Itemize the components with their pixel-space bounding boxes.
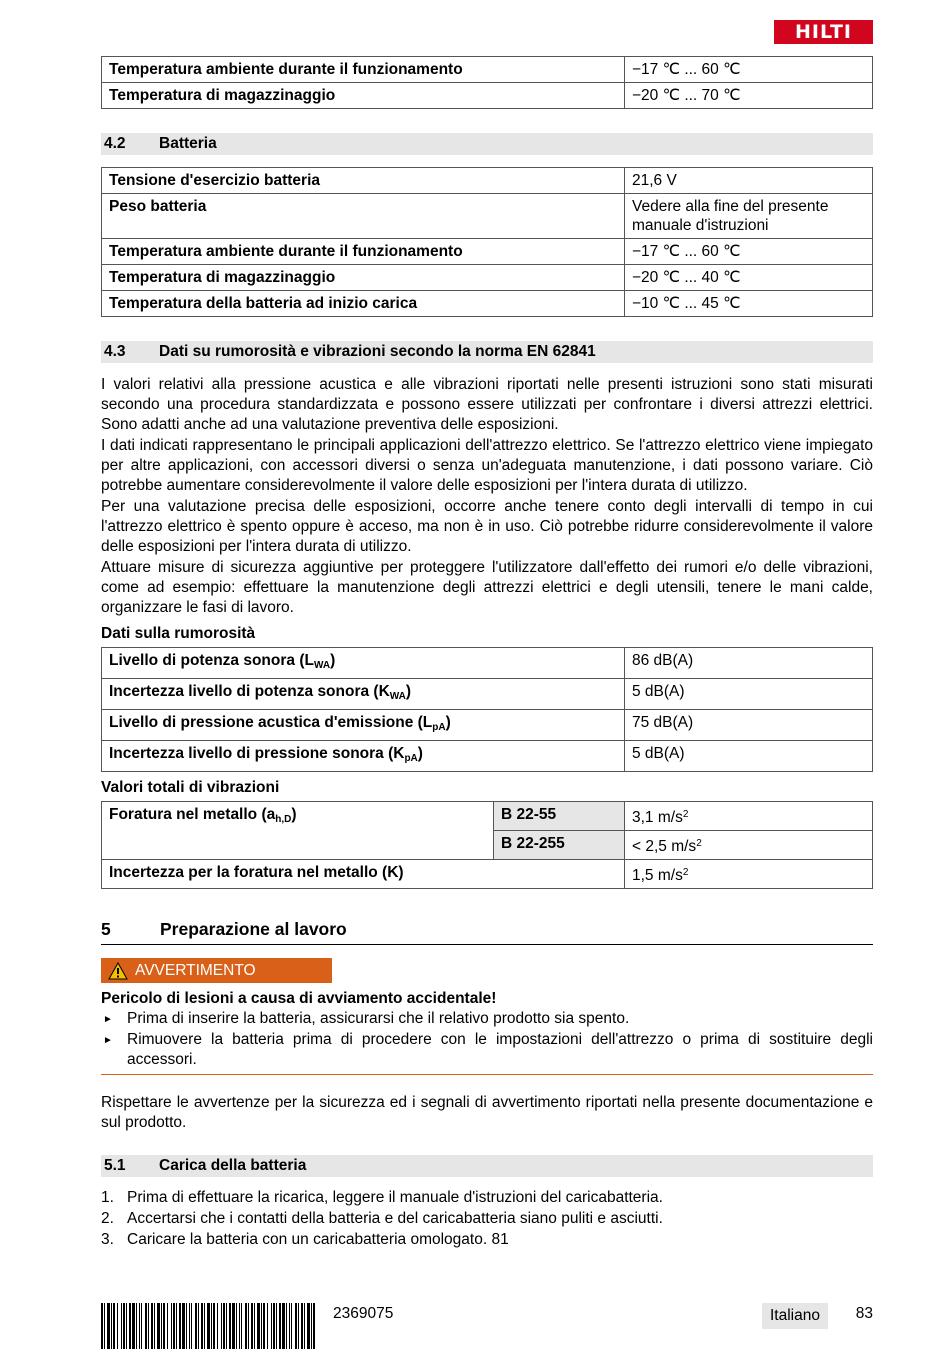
table-row — [102, 194, 873, 239]
list-item — [101, 1229, 873, 1250]
page-number: 83 — [855, 1305, 873, 1322]
barcode-bar — [207, 1303, 210, 1349]
barcode-bar — [211, 1303, 212, 1349]
label-subscript: pA — [404, 753, 418, 764]
barcode-bar — [154, 1303, 155, 1349]
safety-note: Rispettare le avvertenze per la sicurezza ed i segnali di avvertimento riportati nella presente documentazione e sul prodotto. — [101, 1094, 873, 1131]
table-row — [102, 83, 873, 109]
barcode-bar — [121, 1303, 122, 1349]
label-tail: ) — [291, 806, 297, 823]
label-subscript: WA — [389, 691, 406, 702]
spec-value — [625, 860, 873, 889]
barcode-bar — [311, 1303, 312, 1349]
table-row — [102, 741, 873, 772]
list-item — [101, 1208, 873, 1229]
value-superscript: 2 — [682, 867, 689, 878]
spec-value: 86 dB(A) — [625, 648, 873, 679]
barcode-bar — [289, 1303, 290, 1349]
barcode-bar — [282, 1303, 285, 1349]
spec-key: Temperatura di magazzinaggio — [102, 83, 625, 109]
value-text: 3,1 m/s — [632, 809, 683, 826]
chapter-number: 5 — [101, 919, 111, 939]
barcode-bar — [176, 1303, 177, 1349]
spec-value: −20 ℃ ... 40 ℃ — [625, 265, 873, 291]
step-text: Caricare la batteria con un caricabatteria omologato. 81 — [127, 1231, 509, 1248]
vibration-table — [101, 801, 873, 889]
label-subscript: pA — [432, 722, 446, 733]
paragraph: Per una valutazione precisa delle esposizioni, occorre anche tenere conto degli intervalli di tempo in cui l'attrezzo elettrico è spento oppure è acceso, ma non è in uso. Ciò potrebbe ridurre considerevolmente il valore delle esposizioni per l'intera durata di utilizzo. — [101, 498, 873, 555]
barcode-bar — [254, 1303, 255, 1349]
barcode-bar — [182, 1303, 185, 1349]
step-text: Prima di effettuare la ricarica, leggere il manuale d'istruzioni del caricabatteria. — [127, 1189, 663, 1206]
warning-divider — [101, 1074, 873, 1075]
barcode-bar — [141, 1303, 142, 1349]
section-title: Batteria — [159, 135, 217, 152]
page-content — [101, 56, 873, 1250]
barcode-bar — [223, 1303, 225, 1349]
spec-key: Incertezza per la foratura nel metallo (K) — [102, 860, 625, 889]
label-text: Incertezza livello di pressione sonora (K — [109, 745, 405, 762]
section-title: Carica della batteria — [159, 1157, 307, 1174]
value-text: < 2,5 m/s — [632, 838, 697, 855]
noise-data-heading: Dati sulla rumorosità — [101, 625, 256, 642]
section-title: Dati su rumorosità e vibrazioni secondo la norma EN 62841 — [159, 343, 596, 360]
barcode-bar — [173, 1303, 175, 1349]
paragraph: I dati indicati rappresentano le principali applicazioni dell'attrezzo elettrico. Se l'attrezzo elettrico viene impiegato per altre applicazioni, con accessori diversi o senza un'adeguata manutenzione, i dati possono variare. Ciò potrebbe aumentare considerevolmente il valore delle esposizioni per l'intera durata di utilizzo. — [101, 437, 873, 494]
barcode-bar — [229, 1303, 231, 1349]
barcode-bar — [273, 1303, 275, 1349]
page-footer — [101, 1303, 873, 1353]
label-text: Livello di pressione acustica d'emissione (L — [109, 714, 433, 731]
spec-value: 75 dB(A) — [625, 710, 873, 741]
spec-key — [102, 710, 625, 741]
spec-key — [102, 741, 625, 772]
barcode-bar — [123, 1303, 125, 1349]
label-tail: ) — [445, 714, 451, 731]
document-number: 2369075 — [333, 1305, 394, 1322]
paragraph: I valori relativi alla pressione acustica e alle vibrazioni riportati nelle presenti istruzioni sono stati misurati secondo una procedura standardizzata e possono essere utilizzati per confrontare i diversi attrezzi elettrici. Sono adatti anche ad una valutazione preventiva delle esposizioni. — [101, 376, 873, 433]
barcode-bar — [191, 1303, 192, 1349]
barcode-bar — [304, 1303, 305, 1349]
step-number: 3. — [101, 1231, 114, 1248]
table-row — [102, 291, 873, 317]
section-heading-4-3 — [101, 341, 873, 363]
barcode-bar — [313, 1303, 315, 1349]
table-row — [102, 239, 873, 265]
warning-heading: Pericolo di lesioni a causa di avviamento accidentale! — [101, 990, 497, 1007]
label-tail: ) — [417, 745, 423, 762]
barcode-bar — [139, 1303, 140, 1349]
section-heading-4-2 — [101, 133, 873, 155]
spec-value: Vedere alla fine del presente manuale d'istruzioni — [625, 194, 873, 239]
spec-value: −10 ℃ ... 45 ℃ — [625, 291, 873, 317]
spec-key — [102, 648, 625, 679]
bullet-text: Prima di inserire la batteria, assicurarsi che il relativo prodotto sia spento. — [127, 1010, 630, 1027]
chapter-heading-5 — [101, 919, 873, 945]
barcode-bar — [236, 1303, 237, 1349]
barcode-bar — [291, 1303, 292, 1349]
barcode-bar — [241, 1303, 242, 1349]
value-superscript: 2 — [682, 809, 689, 820]
barcode-bar — [171, 1303, 172, 1349]
spec-key — [102, 679, 625, 710]
barcode-bar — [251, 1303, 253, 1349]
barcode-bar — [257, 1303, 260, 1349]
barcode-bar — [132, 1303, 135, 1349]
barcode-bar — [221, 1303, 222, 1349]
barcode-bar — [213, 1303, 215, 1349]
step-number: 2. — [101, 1210, 114, 1227]
barcode-bar — [148, 1303, 149, 1349]
spec-value: −17 ℃ ... 60 ℃ — [625, 57, 873, 83]
table-row — [102, 710, 873, 741]
hilti-logo — [774, 20, 873, 44]
table-row — [102, 57, 873, 83]
spec-key: Temperatura ambiente durante il funzionamento — [102, 57, 625, 83]
barcode-bar — [286, 1303, 287, 1349]
step-text: Accertarsi che i contatti della batteria e del caricabatteria siano puliti e asciutti. — [127, 1210, 663, 1227]
barcode-bar — [101, 1303, 103, 1349]
spec-value: −17 ℃ ... 60 ℃ — [625, 239, 873, 265]
language-label: Italiano — [762, 1303, 828, 1329]
spec-key: Peso batteria — [102, 194, 625, 239]
label-text: Foratura nel metallo (a — [109, 806, 276, 823]
table-row — [102, 168, 873, 194]
barcode-bar — [167, 1303, 168, 1349]
barcode-bar — [161, 1303, 162, 1349]
model-cell: B 22-55 — [494, 802, 625, 831]
warning-label: AVVERTIMENTO — [135, 961, 256, 979]
logo-text: HILTI — [795, 21, 852, 43]
barcode-bar — [204, 1303, 205, 1349]
barcode-bar — [126, 1303, 127, 1349]
barcode-bar — [117, 1303, 118, 1349]
barcode-bar — [195, 1303, 197, 1349]
barcode-bar — [163, 1303, 165, 1349]
table-row — [102, 802, 873, 831]
barcode-bar — [307, 1303, 310, 1349]
table-row — [102, 648, 873, 679]
barcode-bar — [271, 1303, 272, 1349]
barcode-bar — [113, 1303, 115, 1349]
chapter-title: Preparazione al lavoro — [160, 919, 347, 939]
section-number: 4.2 — [104, 135, 126, 152]
spec-value: 5 dB(A) — [625, 741, 873, 772]
vibration-heading: Valori totali di vibrazioni — [101, 779, 280, 796]
label-tail: ) — [330, 652, 336, 669]
spec-key — [102, 802, 494, 860]
barcode-bar — [279, 1303, 281, 1349]
battery-table — [101, 167, 873, 317]
spec-value: 21,6 V — [625, 168, 873, 194]
bullet-arrow-icon: ► — [103, 1014, 113, 1025]
barcode-bar — [245, 1303, 247, 1349]
spec-value: −20 ℃ ... 70 ℃ — [625, 83, 873, 109]
paragraph: Attuare misure di sicurezza aggiuntive per proteggere l'utilizzatore dall'effetto dei rumori e/o delle vibrazioni, come ad esempio: effettuare la manutenzione degli attrezzi elettrici e degli utensili, tenere le mani calde, organizzare le fasi di lavoro. — [101, 559, 873, 616]
barcode-bar — [201, 1303, 203, 1349]
section-number: 4.3 — [104, 343, 126, 360]
label-text: Livello di potenza sonora (L — [109, 652, 314, 669]
barcode-bar — [189, 1303, 190, 1349]
spec-key: Temperatura della batteria ad inizio carica — [102, 291, 625, 317]
section-number: 5.1 — [104, 1157, 126, 1174]
barcode-bar — [217, 1303, 218, 1349]
barcode-bar — [226, 1303, 227, 1349]
barcode — [101, 1303, 317, 1349]
spec-key: Temperatura ambiente durante il funzionamento — [102, 239, 625, 265]
list-item — [101, 1187, 873, 1208]
label-subscript: h,D — [275, 814, 292, 825]
barcode-bar — [111, 1303, 112, 1349]
table-row — [102, 265, 873, 291]
label-subscript: WA — [313, 660, 331, 671]
barcode-bar — [151, 1303, 153, 1349]
barcode-bar — [104, 1303, 105, 1349]
barcode-bar — [301, 1303, 303, 1349]
bullet-arrow-icon: ► — [103, 1035, 113, 1046]
spec-key: Temperatura di magazzinaggio — [102, 265, 625, 291]
barcode-bar — [298, 1303, 299, 1349]
step-number: 1. — [101, 1189, 114, 1206]
barcode-bar — [186, 1303, 187, 1349]
spec-value — [625, 831, 873, 860]
label-text: Incertezza livello di potenza sonora (K — [109, 683, 390, 700]
barcode-bar — [239, 1303, 240, 1349]
spec-value — [625, 802, 873, 831]
barcode-bar — [129, 1303, 131, 1349]
barcode-bar — [276, 1303, 277, 1349]
bullet-text: Rimuovere la batteria prima di procedere con le impostazioni dell'attrezzo o prima di sostituire degli accessori. — [127, 1031, 873, 1068]
section-heading-5-1 — [101, 1155, 873, 1177]
barcode-bar — [261, 1303, 262, 1349]
list-item — [101, 1030, 873, 1070]
barcode-bar — [107, 1303, 110, 1349]
spec-key: Tensione d'esercizio batteria — [102, 168, 625, 194]
barcode-bar — [263, 1303, 265, 1349]
barcode-bar — [136, 1303, 137, 1349]
spec-table-top — [101, 56, 873, 109]
barcode-bar — [267, 1303, 268, 1349]
barcode-bar — [248, 1303, 249, 1349]
barcode-bar — [145, 1303, 147, 1349]
warning-banner — [101, 958, 332, 983]
barcode-bar — [295, 1303, 297, 1349]
warning-icon — [101, 962, 135, 980]
barcode-bar — [179, 1303, 181, 1349]
barcode-bar — [198, 1303, 199, 1349]
noise-table — [101, 647, 873, 772]
model-cell: B 22-255 — [494, 831, 625, 860]
label-tail: ) — [405, 683, 412, 700]
table-row — [102, 679, 873, 710]
table-row — [102, 860, 873, 889]
barcode-bar — [232, 1303, 235, 1349]
value-superscript: 2 — [696, 838, 702, 849]
value-text: 1,5 m/s — [632, 867, 683, 884]
spec-value: 5 dB(A) — [625, 679, 873, 710]
barcode-bar — [157, 1303, 160, 1349]
list-item — [101, 1009, 873, 1030]
